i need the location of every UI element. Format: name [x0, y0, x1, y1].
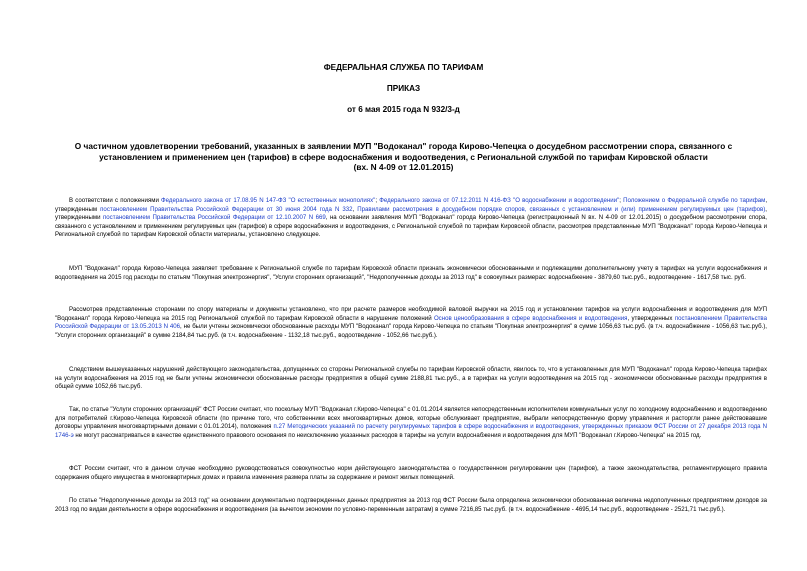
- paragraph-text: , утвержденными: [55, 205, 767, 222]
- decree-link-669[interactable]: постановлением Правительства Российской Федерации от 12.10.2007 N 669: [102, 214, 326, 222]
- paragraph-4: [55, 366, 767, 392]
- paragraph-text: ;: [619, 197, 624, 204]
- paragraph-text: ,: [352, 205, 358, 213]
- paragraph-text: , не были учтены экономически обоснованные расходы МУП "Водоканал" города Кирово-Чепецка по статьям "Покупная электроэнергия" в сумме 1056,63 тыс.руб. (в т.ч. водоснабжение - 1056,63 тыс.руб.), "Услуги сторонних организаций" в сумме 2184,84 тыс.руб. (в т.ч. водоснабжение - 1132,18 тыс.руб., водоотведение - 1052,66 тыс.руб.).: [55, 323, 767, 339]
- paragraph-text: , на основании заявления МУП "Водоканал" города Кирово-Чепецка (регистрационный N вх. N 4-09 от 12.01.2015) о досудебном рассмотрении спора, связанного с установлением и применением регулируемых цен (тарифов) в сфере водоснабжения и водоотведения, с Региональной службой по тарифам Кировской области, рассмотрев представленные МУП "Водоканал" города Кирово-Чепецка и Региональной службой по тарифам Кировской области материалы, установлено следующее.: [55, 214, 767, 239]
- pricing-basics-link[interactable]: Основ ценообразования в сфере водоснабжения и водоотведения: [433, 314, 628, 322]
- title-line-1: О частичном удовлетворении требований, указанных в заявлении МУП "Водоканал" города Кирово-Чепецка о досудебном рассмотрении спора, связанного с: [74, 141, 733, 151]
- decree-link-406[interactable]: постановлением Правительства Российской Федерации от 13.05.2013 N 406: [55, 314, 767, 331]
- paragraph-3: [55, 306, 767, 340]
- methodical-guidelines-link[interactable]: п.27 Методических указаний по расчету регулируемых тарифов в сфере водоснабжения и водоотведения, утвержденных приказом ФСТ России от 27 декабря 2013 года N 1746-э: [55, 423, 767, 439]
- paragraph-text: В соответствии с положениями: [69, 197, 162, 204]
- paragraph-text: Следствием вышеуказанных нарушений действующего законодательства, допущенных со стороны Региональной службы по тарифам Кировской области, явилось то, что в установленных для МУП "Водоканал" города Кирово-Чепецка тарифах на услуги водоснабжения на 2015 год не были учтены экономически обоснованные расходы предприятия в общей сумме 2188,81 тыс.руб., а в тарифах на услуги водоотведения на 2015 год - экономически обоснованные расходы предприятия в общей сумме 1052,66 тыс.руб.: [55, 366, 767, 391]
- paragraph-text: ;: [375, 197, 380, 204]
- paragraph-2: [55, 265, 767, 282]
- rules-link-disputes[interactable]: Правилами рассмотрения в досудебном порядке споров, связанных с установлением и (или) применением регулируемых цен (тарифов): [357, 205, 766, 213]
- title-line-3: (вх. N 4-09 от 12.01.2015): [353, 162, 454, 173]
- paragraph-text: , утвержденным: [55, 197, 768, 213]
- decree-link-332[interactable]: постановлением Правительства Российской Федерации от 30 июня 2004 года N 332: [100, 205, 353, 213]
- paragraph-text: Так, по статье "Услуги сторонних организаций" ФСТ России считает, что поскольку МУП "Водоканал г.Кирово-Чепецка" с 01.01.2014 является непосредственным исполнителем коммунальных услуг по холодному водоснабжению и водоотведению для потребителей г.Кирово-Чепецка Кировской области (по причине того, что собственники всех многоквартирных домов, которые обслуживает предприятие, выбрали непосредственную форму управления и расторгли ранее действовавшие договоры управления многоквартирными домами с 01.01.2014), положения: [55, 406, 767, 431]
- paragraph-6: [55, 465, 767, 482]
- regulation-link-fst[interactable]: Положением о Федеральной службе по тарифам: [623, 197, 766, 204]
- paragraph-text: не могут рассматриваться в качестве единственного правового основания по неисключению указанных расходов в тарифы на услуги водоснабжения и водоотведения для МУП "Водоканал г.Кирово-Чепецка" на 2015 год.: [73, 431, 702, 439]
- paragraph-5: [55, 406, 767, 440]
- paragraph-text: ФСТ России считает, что в данном случае необходимо руководствоваться совокупностью норм действующего законодательства о государственном регулировании цен (тарифов), а также законодательства, регламентирующего правила содержания общего имущества в многоквартирных домах и правила изменения размера платы за содержание и ремонт жилых помещений.: [55, 465, 767, 481]
- law-link-147fz[interactable]: Федерального закона от 17.08.95 N 147-ФЗ "О естественных монополиях": [161, 197, 376, 204]
- document-date: от 6 мая 2015 года N 932/3-д: [347, 105, 460, 114]
- paragraph-1: [55, 197, 767, 240]
- paragraph-text: Рассмотрев представленные сторонами по спору материалы и документы установлено, что при расчете размеров необходимой валовой выручки на 2015 год и установлении тарифов на услуги водоснабжения и водоотведения для МУП "Водоканал" города Кирово-Чепецка на 2015 год Региональной службой по тарифам Кировской области в нарушение положений: [55, 306, 767, 322]
- paragraph-text: , утвержденных: [627, 314, 675, 322]
- document-title: [40, 141, 767, 173]
- paragraph-text: По статье "Недополученные доходы за 2013 год" на основании документально подтвержденных данных предприятия за 2013 год ФСТ России была определена экономически обоснованная величина недополученных предприятием доходов за 2013 год по видам деятельности в сфере водоснабжения и водоотведения (за вычетом экономии по условно-переменным затратам) в сумме 7216,85 тыс.руб. (в т.ч. водоснабжение - 4695,14 тыс.руб., водоотведение - 2521,71 тыс.руб.).: [55, 497, 767, 513]
- title-line-2: установлением и применением цен (тарифов) в сфере водоснабжения и водоотведения, с Региональной службой по тарифам Кировской области: [99, 151, 708, 162]
- paragraph-7: [55, 497, 767, 514]
- document-type: ПРИКАЗ: [386, 84, 421, 93]
- law-link-416fz[interactable]: Федерального закона от 07.12.2011 N 416-ФЗ "О водоснабжении и водоотведении": [379, 197, 620, 204]
- paragraph-text: МУП "Водоканал" города Кирово-Чепецка заявляет требование к Региональной службе по тарифам Кировской области признать экономически обоснованными и подлежащими дополнительному учету в тарифах на услуги водоснабжения и водоотведения на 2015 год расходы по статьям "Покупная электроэнергия", "Услуги сторонних организаций", "Недополученные доходы за 2013 год" в совокупных размерах: водоснабжение - 3879,60 тыс.руб., водоотведение - 1617,58 тыс. руб.: [55, 265, 767, 281]
- issuing-organization: ФЕДЕРАЛЬНАЯ СЛУЖБА ПО ТАРИФАМ: [323, 63, 484, 72]
